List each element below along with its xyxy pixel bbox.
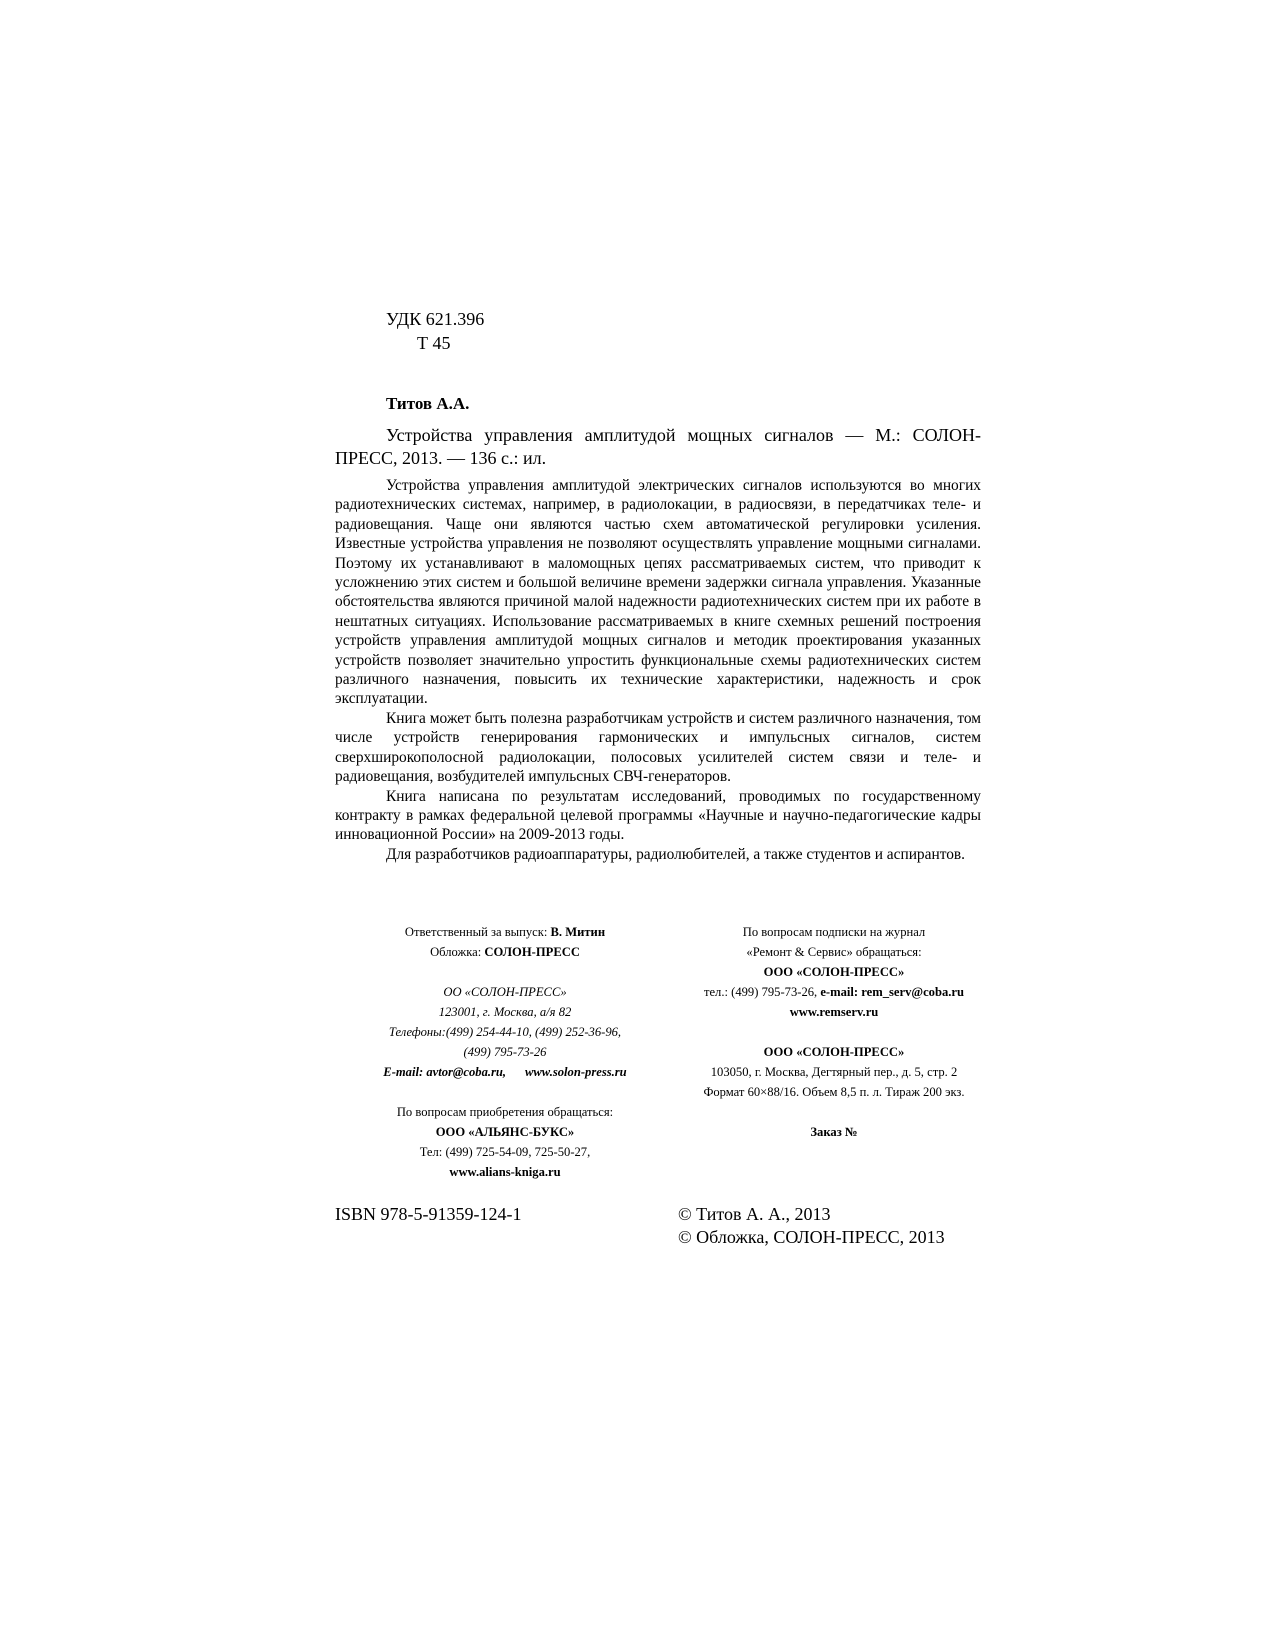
- cover-name: СОЛОН-ПРЕСС: [484, 945, 580, 959]
- copyright-block: [678, 1203, 945, 1249]
- udk-block: [386, 307, 484, 355]
- purchase-site: www.alians-kniga.ru: [449, 1165, 561, 1179]
- publisher-address: 123001, г. Москва, а/я 82: [438, 1005, 572, 1019]
- subscribe-phone: тел.: (499) 795-73-26,: [703, 985, 818, 999]
- publisher-phones-2: (499) 795-73-26: [463, 1045, 547, 1059]
- abstract: [335, 476, 981, 864]
- abstract-paragraph: Для разработчиков радиоаппаратуры, радиолюбителей, а также студентов и аспирантов.: [386, 845, 966, 863]
- publisher-phones: Телефоны:(499) 254-44-10, (499) 252-36-96,: [388, 1025, 622, 1039]
- abstract-paragraph: Книга написана по результатам исследований, проводимых по государственному контракту в рамках федеральной целевой программы «Научные и научно-педагогические кадры инновационной России» на 2009-2013 годы.: [335, 787, 981, 844]
- publisher-contacts: [360, 1062, 650, 1082]
- purchase-label: По вопросам приобретения обращаться:: [396, 1105, 614, 1119]
- copyright-author: © Титов А. А., 2013: [678, 1204, 831, 1224]
- subscribe-line-2: «Ремонт & Сервис» обращаться:: [746, 945, 922, 959]
- printer-company: ООО «СОЛОН-ПРЕСС»: [763, 1045, 905, 1059]
- subscribe-contacts: [675, 982, 993, 1002]
- editor-name: В. Митин: [550, 925, 606, 939]
- abstract-paragraph: Книга может быть полезна разработчикам устройств и систем различного назначения, том числе устройств генерирования гармонических и импульсных сигналов, систем сверхширокополосной радиолокации, полосовых усилителей систем связи и теле- и радиовещания, возбудителей импульсных СВЧ-генераторов.: [335, 709, 981, 786]
- cover-line: [360, 942, 650, 962]
- subscribe-site: www.remserv.ru: [789, 1005, 879, 1019]
- editor-label: Ответственный за выпуск:: [404, 925, 548, 939]
- purchase-company: ООО «АЛЬЯНС-БУКС»: [435, 1125, 575, 1139]
- imprint-right: [675, 922, 993, 1142]
- isbn: ISBN 978-5-91359-124-1: [335, 1204, 522, 1224]
- subscribe-email: e-mail: rem_serv@coba.ru: [820, 985, 965, 999]
- bibliographic-entry: Устройства управления амплитудой мощных сигналов — М.: СОЛОН-ПРЕСС, 2013. — 136 с.: ил.: [335, 425, 981, 468]
- purchase-phone: Тел: (499) 725-54-09, 725-50-27,: [419, 1145, 591, 1159]
- imprint-left: [360, 922, 650, 1182]
- cover-label: Обложка:: [430, 945, 482, 959]
- publisher-email: E-mail: avtor@coba.ru,: [383, 1065, 507, 1079]
- publisher-name: ОО «СОЛОН-ПРЕСС»: [443, 985, 567, 999]
- printer-address: 103050, г. Москва, Дегтярный пер., д. 5, стр. 2: [710, 1065, 958, 1079]
- print-format: Формат 60×88/16. Объем 8,5 п. л. Тираж 200 экз.: [703, 1085, 965, 1099]
- author-name: Титов А.А.: [386, 394, 470, 413]
- order-number: Заказ №: [810, 1125, 858, 1139]
- subscribe-company: ООО «СОЛОН-ПРЕСС»: [763, 965, 905, 979]
- udk-code: УДК 621.396: [386, 309, 485, 329]
- editor-line: [360, 922, 650, 942]
- subscribe-line-1: По вопросам подписки на журнал: [742, 925, 926, 939]
- author-mark: Т 45: [417, 333, 451, 353]
- copyright-cover: © Обложка, СОЛОН-ПРЕСС, 2013: [678, 1227, 945, 1247]
- publisher-website: www.solon-press.ru: [524, 1065, 627, 1079]
- abstract-paragraph: Устройства управления амплитудой электрических сигналов используются во многих радиотехнических системах, например, в радиолокации, в радиосвязи, в передатчиках теле- и радиовещания. Чаще они являются частью схем автоматической регулировки усиления. Известные устройства управления не позволяют осуществлять управление мощными сигналами. Поэтому их устанавливают в маломощных цепях рассматриваемых систем, что приводит к усложнению этих систем и большой величине времени задержки сигнала управления. Указанные обстоятельства являются причиной малой надежности радиотехнических систем при их работе в нештатных ситуациях. Использование рассматриваемых в книге схемных решений построения устройств управления амплитудой мощных сигналов и методик проектирования указанных устройств позволяет значительно упростить функциональные схемы радиотехнических систем различного назначения, повысить их технические характеристики, надежность и срок эксплуатации.: [335, 477, 981, 708]
